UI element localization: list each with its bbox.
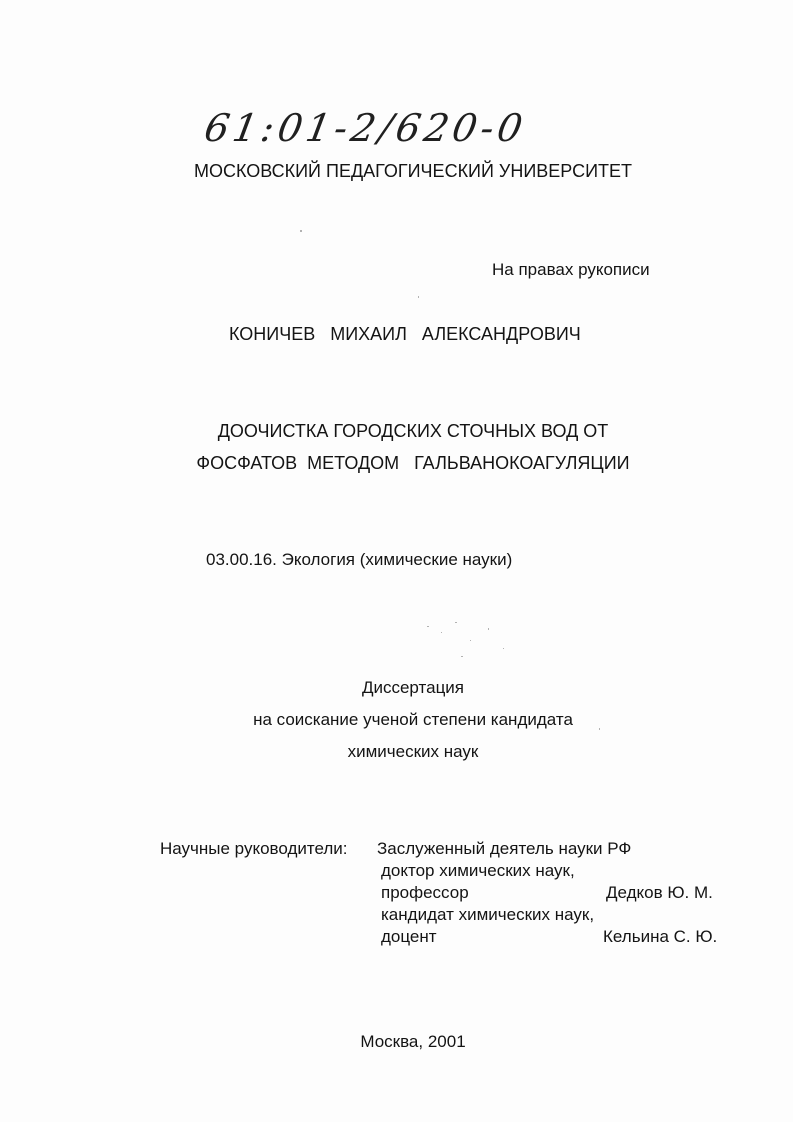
supervisor-1-rank: профессор bbox=[381, 883, 469, 902]
specialty-code: 03.00.16. Экология (химические науки) bbox=[206, 550, 513, 569]
dissertation-title-line-2: ФОСФАТОВ МЕТОДОМ ГАЛЬВАНОКОАГУЛЯЦИИ bbox=[196, 453, 630, 473]
university-name: МОСКОВСКИЙ ПЕДАГОГИЧЕСКИЙ УНИВЕРСИТЕТ bbox=[193, 161, 633, 181]
place-and-year: Москва, 2001 bbox=[360, 1032, 466, 1051]
dissertation-label: Диссертация bbox=[361, 678, 465, 697]
supervisor-1-name: Дедков Ю. М. bbox=[606, 883, 713, 902]
archive-code-text: 61:01-2/620-0 bbox=[201, 106, 530, 150]
science-field-line: химических наук bbox=[347, 742, 479, 761]
supervisors-label: Научные руководители: bbox=[160, 839, 348, 858]
manuscript-rights-note: На правах рукописи bbox=[492, 260, 650, 279]
handwritten-archive-code bbox=[201, 98, 545, 168]
supervisor-honorary-title: Заслуженный деятель науки РФ bbox=[377, 839, 632, 858]
supervisor-2-rank: доцент bbox=[381, 927, 437, 946]
degree-line: на соискание ученой степени кандидата bbox=[253, 710, 573, 729]
supervisor-2-degree: кандидат химических наук, bbox=[381, 905, 595, 924]
author-name: КОНИЧЕВ МИХАИЛ АЛЕКСАНДРОВИЧ bbox=[229, 324, 581, 344]
dissertation-title-line-1: ДООЧИСТКА ГОРОДСКИХ СТОЧНЫХ ВОД ОТ bbox=[217, 421, 609, 441]
supervisor-1-degree: доктор химических наук, bbox=[381, 861, 575, 880]
supervisor-2-name: Кельина С. Ю. bbox=[603, 927, 718, 946]
